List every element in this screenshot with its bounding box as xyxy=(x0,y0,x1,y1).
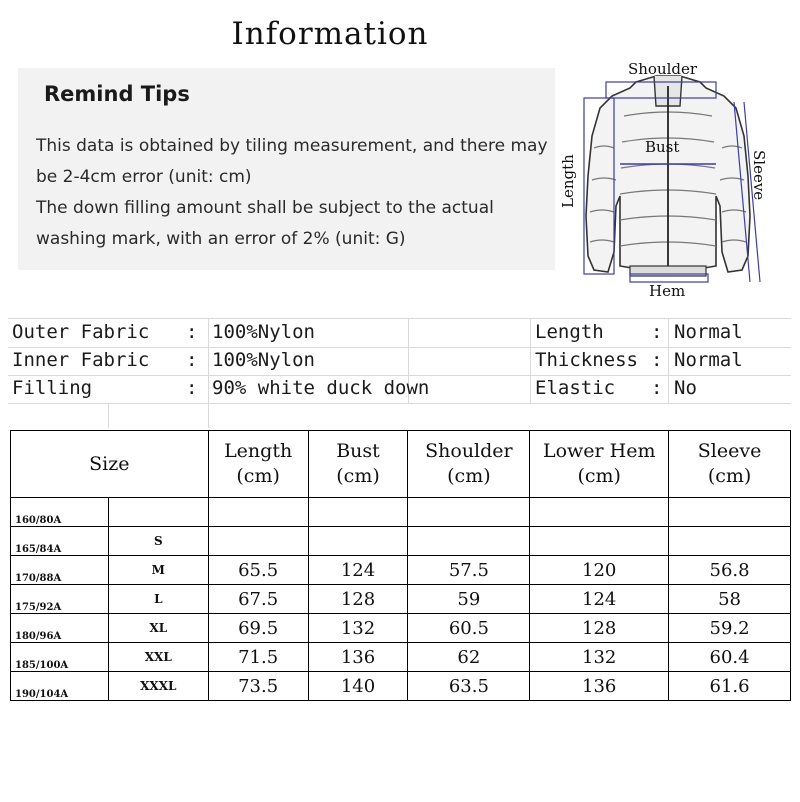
size-label: L xyxy=(108,585,208,614)
info-separator: : xyxy=(186,349,198,371)
fabric-info-table xyxy=(8,318,791,428)
sleeve-value: 60.4 xyxy=(669,643,791,672)
table-row xyxy=(11,672,791,701)
length-value: 73.5 xyxy=(208,672,308,701)
info-separator: : xyxy=(186,321,198,343)
hem-value xyxy=(530,498,669,527)
bust-label: Bust xyxy=(645,138,680,156)
shoulder-value: 60.5 xyxy=(408,614,530,643)
remind-tips-panel xyxy=(18,68,555,270)
size-code: 190/104A xyxy=(11,672,109,701)
info-value-thickness: Normal xyxy=(674,349,743,371)
size-code: 180/96A xyxy=(11,614,109,643)
size-code: 165/84A xyxy=(11,527,109,556)
size-code: 175/92A xyxy=(11,585,109,614)
sleeve-label: Sleeve xyxy=(750,150,768,201)
header-shoulder: Shoulder (cm) xyxy=(408,431,530,498)
shoulder-value xyxy=(408,498,530,527)
table-row xyxy=(11,643,791,672)
info-value-outer-fabric: 100%Nylon xyxy=(212,321,315,343)
info-label-outer-fabric: Outer Fabric xyxy=(12,321,150,343)
info-value-length: Normal xyxy=(674,321,743,343)
size-table-header-row xyxy=(11,431,791,498)
size-label: XL xyxy=(108,614,208,643)
shoulder-value: 57.5 xyxy=(408,556,530,585)
table-row xyxy=(11,556,791,585)
size-code: 160/80A xyxy=(11,498,109,527)
info-value-inner-fabric: 100%Nylon xyxy=(212,349,315,371)
info-label-length: Length xyxy=(535,321,604,343)
bust-value: 140 xyxy=(308,672,408,701)
info-label-inner-fabric: Inner Fabric xyxy=(12,349,150,371)
length-value xyxy=(208,527,308,556)
bust-value: 132 xyxy=(308,614,408,643)
info-separator: : xyxy=(651,321,663,343)
page-title: Information xyxy=(231,16,429,52)
size-code: 185/100A xyxy=(11,643,109,672)
info-label-filling: Filling xyxy=(12,377,93,399)
remind-tips-heading: Remind Tips xyxy=(44,82,190,106)
info-separator: : xyxy=(186,377,198,399)
table-row xyxy=(11,527,791,556)
size-label xyxy=(108,498,208,527)
length-value xyxy=(208,498,308,527)
sleeve-value: 61.6 xyxy=(669,672,791,701)
hem-value: 132 xyxy=(530,643,669,672)
size-chart-table xyxy=(10,430,791,701)
sleeve-value xyxy=(669,498,791,527)
info-value-elastic: No xyxy=(674,377,697,399)
header-length: Length (cm) xyxy=(208,431,308,498)
size-code: 170/88A xyxy=(11,556,109,585)
tips-line: be 2-4cm error (unit: cm) xyxy=(36,167,252,187)
hem-value: 136 xyxy=(530,672,669,701)
info-label-thickness: Thickness xyxy=(535,349,638,371)
table-row xyxy=(11,498,791,527)
jacket-measurement-diagram xyxy=(548,56,788,304)
bust-value: 136 xyxy=(308,643,408,672)
info-value-filling: 90% white duck down xyxy=(212,377,430,399)
header-bust: Bust (cm) xyxy=(308,431,408,498)
shoulder-label: Shoulder xyxy=(628,60,698,78)
shoulder-value: 59 xyxy=(408,585,530,614)
info-separator: : xyxy=(651,349,663,371)
sleeve-value xyxy=(669,527,791,556)
bust-value xyxy=(308,498,408,527)
size-label: XXXL xyxy=(108,672,208,701)
length-value: 71.5 xyxy=(208,643,308,672)
shoulder-value: 63.5 xyxy=(408,672,530,701)
hem-value: 124 xyxy=(530,585,669,614)
length-value: 67.5 xyxy=(208,585,308,614)
sleeve-value: 56.8 xyxy=(669,556,791,585)
sleeve-value: 59.2 xyxy=(669,614,791,643)
hem-value: 128 xyxy=(530,614,669,643)
header-lower-hem: Lower Hem (cm) xyxy=(530,431,669,498)
bust-value xyxy=(308,527,408,556)
length-value: 69.5 xyxy=(208,614,308,643)
size-label: S xyxy=(108,527,208,556)
hem-value: 120 xyxy=(530,556,669,585)
shoulder-value: 62 xyxy=(408,643,530,672)
size-label: M xyxy=(108,556,208,585)
tips-line: washing mark, with an error of 2% (unit: G) xyxy=(36,229,406,249)
shoulder-value xyxy=(408,527,530,556)
table-row xyxy=(11,585,791,614)
info-separator: : xyxy=(651,377,663,399)
length-value: 65.5 xyxy=(208,556,308,585)
table-row xyxy=(11,614,791,643)
jacket-illustration xyxy=(586,76,750,276)
hem-value xyxy=(530,527,669,556)
header-size: Size xyxy=(11,431,209,498)
length-label: Length xyxy=(559,154,577,208)
bust-value: 124 xyxy=(308,556,408,585)
hem-label: Hem xyxy=(649,282,686,300)
sleeve-value: 58 xyxy=(669,585,791,614)
header-sleeve: Sleeve (cm) xyxy=(669,431,791,498)
tips-line: The down filling amount shall be subject to the actual xyxy=(36,198,494,218)
tips-line: This data is obtained by tiling measurement, and there may xyxy=(36,136,548,156)
info-label-elastic: Elastic xyxy=(535,377,616,399)
bust-value: 128 xyxy=(308,585,408,614)
size-label: XXL xyxy=(108,643,208,672)
